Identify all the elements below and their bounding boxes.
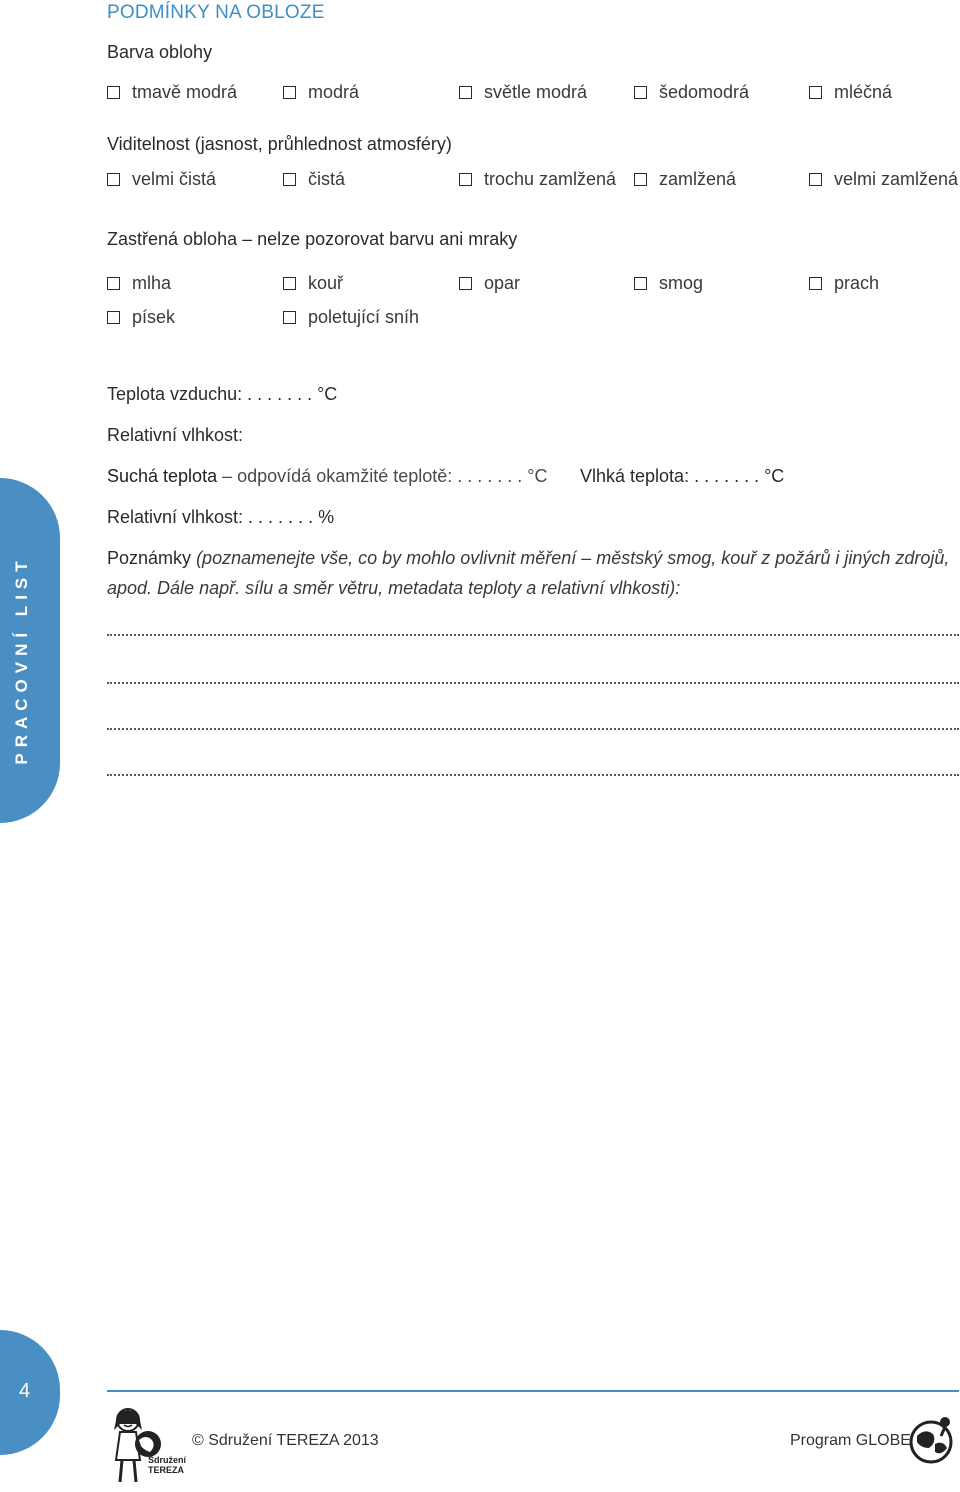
checkbox-vis-slightly-hazy[interactable]: trochu zamlžená xyxy=(459,167,616,191)
side-tab-label: PRACOVNÍ LIST xyxy=(12,555,31,765)
checkbox-smoke[interactable]: kouř xyxy=(283,271,343,295)
notes-line-1[interactable] xyxy=(107,634,959,638)
notes-label: Poznámky xyxy=(107,548,192,568)
notes-line-3[interactable] xyxy=(107,728,959,732)
checkbox-icon[interactable] xyxy=(459,86,472,99)
checkbox-icon[interactable] xyxy=(283,86,296,99)
obscured-options-row2 xyxy=(107,305,960,329)
checkbox-icon[interactable] xyxy=(634,173,647,186)
notes-line-2[interactable] xyxy=(107,682,959,686)
checkbox-icon[interactable] xyxy=(459,173,472,186)
checkbox-sky-grey-blue[interactable]: šedomodrá xyxy=(634,80,749,104)
checkbox-blowing-snow[interactable]: poletující sníh xyxy=(283,305,419,329)
checkbox-icon[interactable] xyxy=(634,86,647,99)
checkbox-icon[interactable] xyxy=(107,86,120,99)
checkbox-vis-very-clear[interactable]: velmi čistá xyxy=(107,167,216,191)
checkbox-vis-hazy[interactable]: zamlžená xyxy=(634,167,736,191)
notes-paragraph xyxy=(107,543,960,603)
checkbox-smog[interactable]: smog xyxy=(634,271,703,295)
checkbox-icon[interactable] xyxy=(107,277,120,290)
checkbox-sand[interactable]: písek xyxy=(107,305,175,329)
checkbox-vis-clear[interactable]: čistá xyxy=(283,167,345,191)
checkbox-icon[interactable] xyxy=(283,277,296,290)
checkbox-fog[interactable]: mlha xyxy=(107,271,171,295)
dry-temperature-label: Suchá teplota xyxy=(107,466,218,486)
air-temperature-field[interactable]: Teplota vzduchu: . . . . . . . °C xyxy=(107,384,338,404)
wet-temperature-field[interactable]: Vlhká teplota: . . . . . . . °C xyxy=(580,466,785,486)
humidity-label: Relativní vlhkost: xyxy=(107,425,244,445)
sky-color-label: Barva oblohy xyxy=(107,42,213,62)
checkbox-dust[interactable]: prach xyxy=(809,271,879,295)
footer-divider xyxy=(107,1390,959,1392)
checkbox-sky-light-blue[interactable]: světle modrá xyxy=(459,80,587,104)
checkbox-icon[interactable] xyxy=(107,173,120,186)
checkbox-icon[interactable] xyxy=(634,277,647,290)
checkbox-icon[interactable] xyxy=(283,173,296,186)
checkbox-sky-dark-blue[interactable]: tmavě modrá xyxy=(107,80,237,104)
obscured-options-row1 xyxy=(107,271,960,295)
checkbox-sky-milky[interactable]: mléčná xyxy=(809,80,892,104)
dry-temperature-field[interactable] xyxy=(107,466,547,487)
checkbox-icon[interactable] xyxy=(459,277,472,290)
checkbox-icon[interactable] xyxy=(809,277,822,290)
copyright-text: © Sdružení TEREZA 2013 xyxy=(192,1432,379,1449)
checkbox-icon[interactable] xyxy=(809,86,822,99)
dry-temperature-desc: – odpovídá okamžité teplotě: . . . . . . . °C xyxy=(222,466,548,486)
logo-wordmark: Sdružení TEREZA xyxy=(148,1455,187,1475)
program-name: Program GLOBE xyxy=(790,1432,911,1449)
checkbox-icon[interactable] xyxy=(107,311,120,324)
page-number: 4 xyxy=(19,1380,31,1402)
section-heading: PODMÍNKY NA OBLOZE xyxy=(107,2,325,23)
sky-color-options xyxy=(107,80,960,104)
visibility-options xyxy=(107,167,960,191)
tereza-logo xyxy=(106,1402,196,1487)
checkbox-icon[interactable] xyxy=(809,173,822,186)
checkbox-haze[interactable]: opar xyxy=(459,271,520,295)
notes-line-4[interactable] xyxy=(107,774,959,778)
notes-instructions: (poznamenejte vše, co by mohlo ovlivnit měření – městský smog, kouř z požárů i jiných zdrojů, apod. Dále např. sílu a směr větru, metadata teploty a relativní vlhkosti): xyxy=(107,548,950,598)
globe-icon xyxy=(905,1414,957,1466)
checkbox-vis-very-hazy[interactable]: velmi zamlžená xyxy=(809,167,958,191)
globe-logo xyxy=(905,1414,957,1466)
checkbox-icon[interactable] xyxy=(283,311,296,324)
obscured-label: Zastřená obloha – nelze pozorovat barvu ani mraky xyxy=(107,229,518,249)
checkbox-sky-blue[interactable]: modrá xyxy=(283,80,359,104)
relative-humidity-field[interactable]: Relativní vlhkost: . . . . . . . % xyxy=(107,507,335,527)
visibility-label: Viditelnost (jasnost, průhlednost atmosféry) xyxy=(107,134,452,154)
